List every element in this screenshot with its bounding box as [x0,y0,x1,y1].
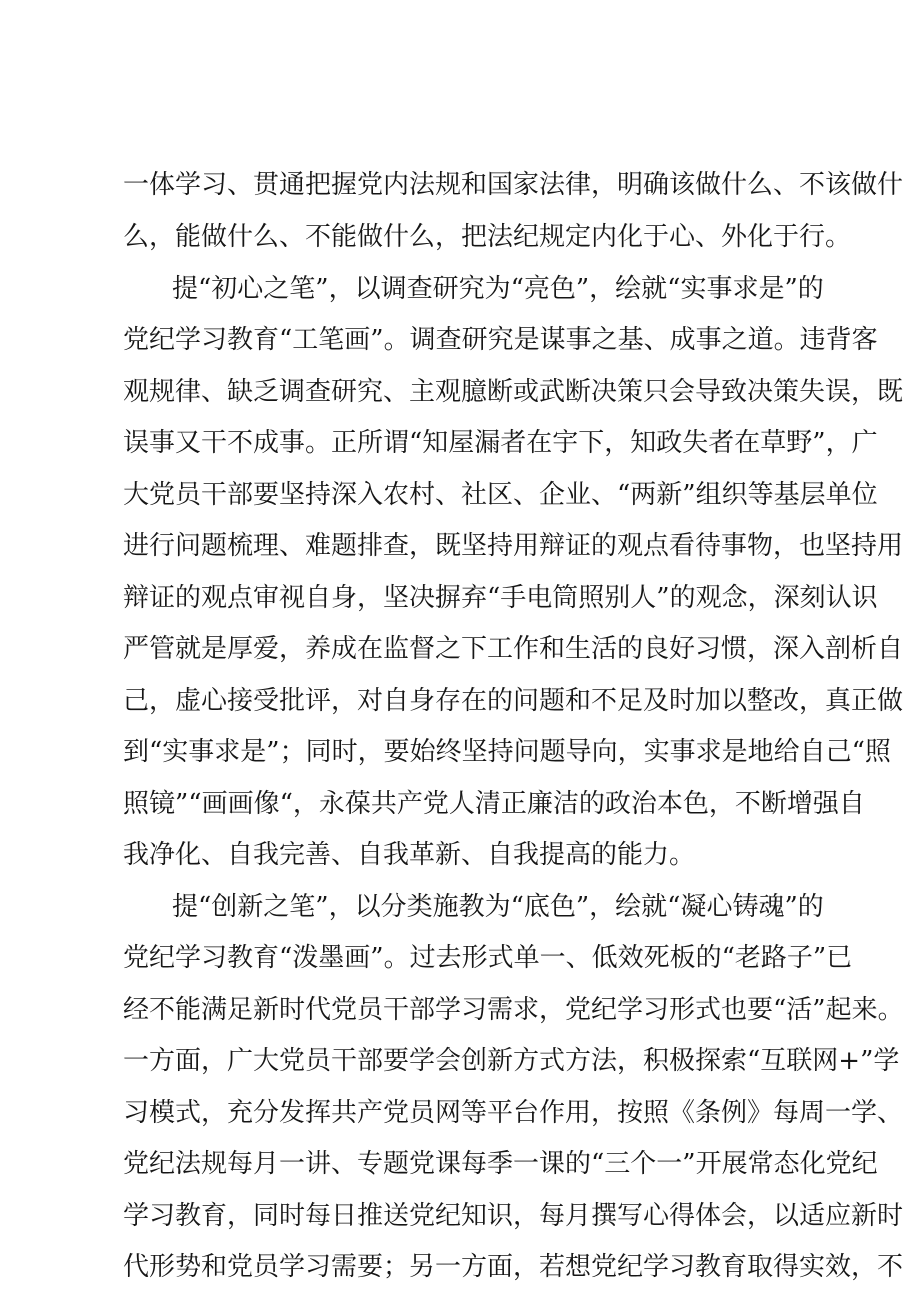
paragraph-line: 学习教育，同时每日推送党纪知识，每月撰写心得体会，以适应新时 [123,1201,904,1231]
paragraph-line: 一方面，广大党员干部要学会创新方式方法，积极探索“互联网+”学 [123,1046,900,1076]
paragraph-first-line: 提“创新之笔”，以分类施教为“底色”，绘就“凝心铸魂”的 [172,892,824,922]
paragraph-line: 大党员干部要坚持深入农村、社区、企业、“两新”组织等基层单位 [123,480,878,510]
paragraph-line: 进行问题梳理、难题排查，既坚持用辩证的观点看待事物，也坚持用 [123,531,904,561]
paragraph-line: 一体学习、贯通把握党内法规和国家法律，明确该做什么、不该做什 [123,170,904,200]
paragraph-line: 己，虚心接受批评，对自身存在的问题和不足及时加以整改，真正做 [123,686,904,716]
paragraph-line: 经不能满足新时代党员干部学习需求，党纪学习形式也要“活”起来。 [123,995,904,1025]
paragraph-line: 照镜”“画画像“，永葆共产党人清正廉洁的政治本色，不断增强自 [123,789,865,819]
paragraph-line: 辩证的观点审视自身，坚决摒弃“手电筒照别人”的观念，深刻认识 [123,583,878,613]
paragraph-line: 习模式，充分发挥共产党员网等平台作用，按照《条例》每周一学、 [123,1098,904,1128]
paragraph-line: 党纪法规每月一讲、专题党课每季一课的“三个一”开展常态化党纪 [123,1149,878,1179]
paragraph-line: 观规律、缺乏调查研究、主观臆断或武断决策只会导致决策失误，既 [123,377,904,407]
paragraph-line: 党纪学习教育“工笔画”。调查研究是谋事之基、成事之道。违背客 [123,325,878,355]
paragraph-line: 党纪学习教育“泼墨画”。过去形式单一、低效死板的“老路子”已 [123,943,853,973]
paragraph-line: 我净化、自我完善、自我革新、自我提高的能力。 [123,840,696,870]
paragraph-first-line: 提“初心之笔”，以调查研究为“亮色”，绘就“实事求是”的 [172,274,824,304]
paragraph-line: 严管就是厚爱，养成在监督之下工作和生活的良好习惯，深入剖析自 [123,634,904,664]
paragraph-line: 代形势和党员学习需要；另一方面，若想党纪学习教育取得实效，不 [123,1252,904,1282]
paragraph-line: 么，能做什么、不能做什么，把法纪规定内化于心、外化于行。 [123,222,852,252]
paragraph-line: 到“实事求是”；同时，要始终坚持问题导向，实事求是地给自己“照 [123,737,891,767]
paragraph-line: 误事又干不成事。正所谓“知屋漏者在宇下，知政失者在草野”，广 [123,428,878,458]
